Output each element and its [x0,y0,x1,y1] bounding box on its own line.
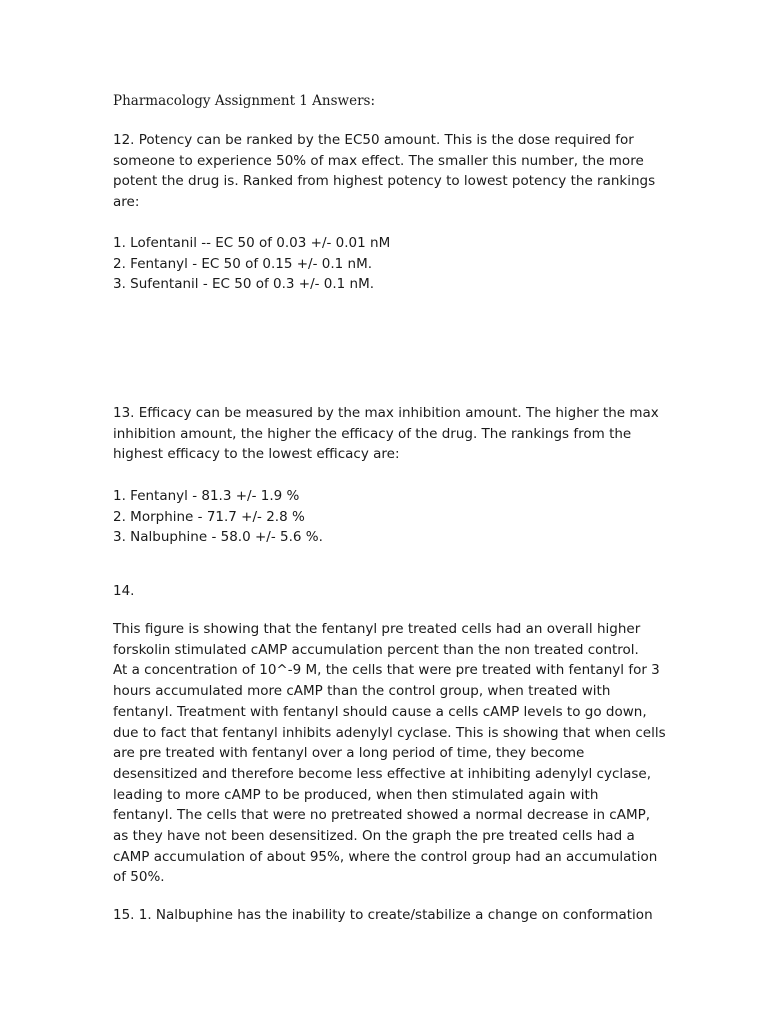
q14-paragraph-line: hours accumulated more cAMP than the control group, when treated with [113,683,611,700]
q15-first-line: 15. 1. Nalbuphine has the inability to create/stabilize a change on conformation [113,907,653,923]
q12-rankings [113,233,390,295]
q12-intro-line: are: [113,194,140,211]
q14-paragraph-line: forskolin stimulated cAMP accumulation percent than the non treated control. [113,641,639,658]
document-title: Pharmacology Assignment 1 Answers: [113,93,376,109]
q14-paragraph-line: This figure is showing that the fentanyl pre treated cells had an overall higher [113,621,641,637]
q14-paragraph [113,619,666,888]
q15-start [113,905,653,926]
q12-ranking-item: 3. Sufentanil - EC 50 of 0.3 +/- 0.1 nM. [113,276,375,293]
q13-intro [113,403,659,465]
q14-paragraph-line: fentanyl. Treatment with fentanyl should cause a cells cAMP levels to go down, [113,703,647,720]
q14-label [113,581,134,602]
q14-paragraph-line: leading to more cAMP to be produced, when then stimulated again with [113,786,599,803]
q14-paragraph-line: At a concentration of 10^-9 M, the cells that were pre treated with fentanyl for 3 [113,662,660,679]
q12-intro-line: someone to experience 50% of max effect. The smaller this number, the more [113,152,644,169]
q13-ranking-item: 1. Fentanyl - 81.3 +/- 1.9 % [113,488,300,504]
q14-paragraph-line: fentanyl. The cells that were no pretreated showed a normal decrease in cAMP, [113,807,651,824]
q12-ranking-item: 1. Lofentanil -- EC 50 of 0.03 +/- 0.01 nM [113,235,391,251]
q13-rankings [113,486,323,548]
q14-paragraph-line: as they have not been desensitized. On the graph the pre treated cells had a [113,828,635,845]
q13-intro-line: 13. Efficacy can be measured by the max inhibition amount. The higher the max [113,405,659,421]
q12-intro-line: potent the drug is. Ranked from highest potency to lowest potency the rankings [113,173,656,190]
q12-ranking-item: 2. Fentanyl - EC 50 of 0.15 +/- 0.1 nM. [113,255,373,272]
q14-paragraph-line: of 50%. [113,869,165,886]
q13-ranking-item: 2. Morphine - 71.7 +/- 2.8 % [113,508,305,525]
q14-paragraph-line: due to fact that fentanyl inhibits adenylyl cyclase. This is showing that when cells [113,724,666,741]
q14-paragraph-line: cAMP accumulation of about 95%, where the control group had an accumulation [113,848,658,865]
q12-intro-line: 12. Potency can be ranked by the EC50 amount. This is the dose required for [113,132,634,148]
q14-paragraph-line: are pre treated with fentanyl over a long period of time, they become [113,745,585,762]
q14-label-text: 14. [113,583,135,599]
q12-intro [113,130,655,213]
q13-intro-line: inhibition amount, the higher the efficacy of the drug. The rankings from the [113,425,632,442]
q13-intro-line: highest efficacy to the lowest efficacy are: [113,446,400,463]
q13-ranking-item: 3. Nalbuphine - 58.0 +/- 5.6 %. [113,529,323,546]
q14-paragraph-line: desensitized and therefore become less effective at inhibiting adenylyl cyclase, [113,765,652,782]
